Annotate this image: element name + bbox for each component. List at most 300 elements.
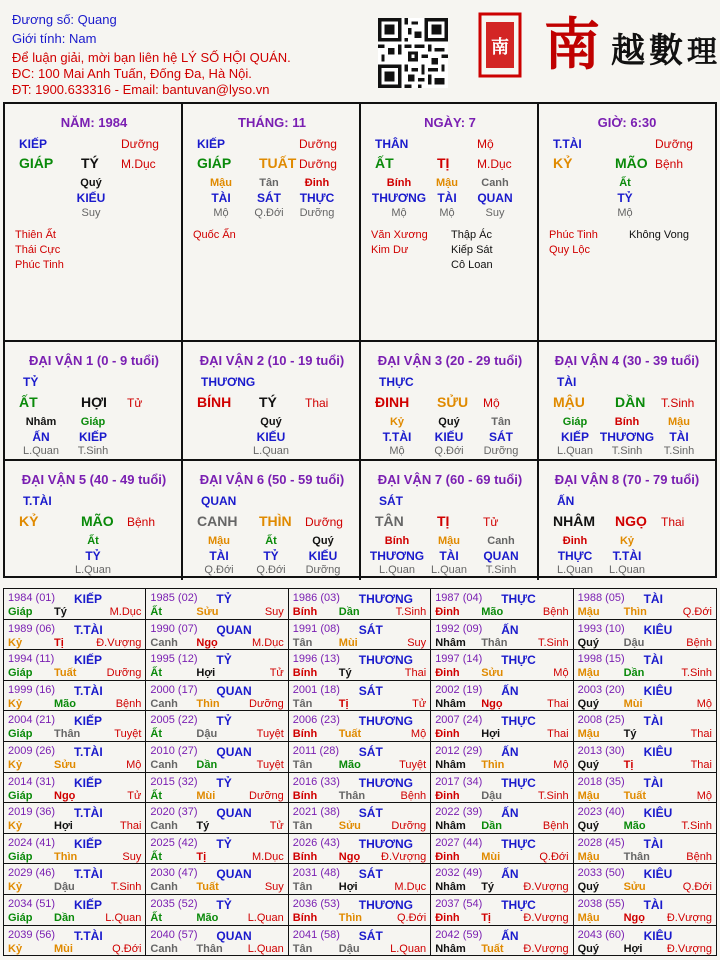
- luck-cell: [539, 342, 715, 461]
- year-god: THƯƠNG: [358, 836, 413, 851]
- year-label: 2007 (24): [435, 714, 483, 727]
- luck-god: TỶ: [23, 375, 39, 389]
- luck-cell: [539, 461, 715, 580]
- year-state: Đ.Vượng: [523, 912, 569, 924]
- year-god: QUAN: [216, 867, 252, 882]
- year-state: Thai: [547, 728, 569, 741]
- year-branch: Tuất: [623, 789, 646, 802]
- stem: GIÁP: [19, 155, 54, 171]
- year-stem: Đinh: [435, 667, 460, 680]
- year-branch: Thìn: [338, 912, 363, 924]
- luck-state: Thai: [305, 396, 329, 410]
- year-god: ẤN: [501, 622, 519, 637]
- year-god: SÁT: [358, 867, 383, 882]
- year-branch: Ngọ: [623, 912, 645, 924]
- gender-label: Giới tính:: [12, 31, 66, 46]
- hidden-state: Mộ: [439, 207, 455, 219]
- year-god: ẤN: [501, 867, 519, 882]
- year-state: Thai: [547, 697, 569, 710]
- year-label: 2002 (19): [435, 683, 483, 696]
- luck-god: THỰC: [379, 375, 414, 389]
- year-stem: Đinh: [435, 850, 460, 863]
- year-state: Thai: [404, 667, 427, 680]
- year-god: SÁT: [358, 745, 383, 759]
- year-cell: [289, 926, 431, 957]
- luck-stem: MẬU: [553, 394, 585, 410]
- year-label: 2037 (54): [435, 898, 483, 910]
- red-seal-icon: [476, 6, 717, 92]
- year-state: Q.Đới: [539, 850, 569, 863]
- year-state: Tử: [127, 789, 142, 802]
- svg-text:南: 南: [491, 37, 509, 58]
- luck-god: QUAN: [201, 494, 237, 508]
- luck-god: SÁT: [379, 494, 403, 508]
- year-god: QUAN: [216, 745, 252, 759]
- year-cell: [574, 620, 716, 651]
- year-branch: Sửu: [196, 606, 219, 618]
- year-branch: Thìn: [623, 606, 647, 618]
- year-cell: [431, 926, 573, 957]
- year-cell: [431, 681, 573, 712]
- year-stem: Bính: [292, 912, 318, 924]
- year-god: SÁT: [358, 928, 383, 943]
- phone-line: ĐT: 1900.633316 - Email: bantuvan@lyso.vn: [12, 82, 270, 97]
- year-state: Q.Đới: [112, 942, 142, 955]
- year-state: Thai: [690, 759, 712, 771]
- year-branch: Hợi: [338, 881, 358, 894]
- year-cell: [431, 834, 573, 865]
- year-god: TÀI: [643, 714, 663, 729]
- luck-branch: NGỌ: [615, 513, 647, 529]
- year-stem: Kỷ: [8, 697, 23, 710]
- year-cell: [146, 681, 288, 712]
- year-stem: Kỷ: [8, 759, 23, 771]
- god-left: KIẾP: [19, 137, 48, 151]
- year-cell: [146, 589, 288, 620]
- star-right: Không Vong: [629, 229, 689, 241]
- hidden-god: KIẾU: [256, 430, 286, 444]
- year-god: SÁT: [358, 806, 383, 821]
- year-state: L.Quan: [247, 912, 284, 924]
- year-state: Tuyệt: [399, 759, 427, 771]
- year-branch: Mùi: [338, 636, 358, 649]
- star-right: Cô Loan: [451, 259, 493, 271]
- hidden-stem: Quý: [312, 535, 334, 547]
- branch: MÃO: [615, 155, 648, 171]
- hidden-god: SÁT: [489, 430, 513, 444]
- year-stem: Tân: [292, 942, 313, 955]
- hidden-god: KIẾP: [78, 430, 107, 444]
- luck-title: ĐẠI VẬN 2 (10 - 19 tuổi): [199, 353, 345, 368]
- year-label: 2041 (58): [292, 928, 340, 941]
- year-cell: [431, 742, 573, 773]
- year-branch: Dậu: [623, 636, 645, 649]
- year-branch: Sửu: [481, 667, 504, 680]
- year-state: L.Quan: [105, 912, 142, 924]
- branch: TÝ: [81, 155, 99, 171]
- year-stem: Mậu: [577, 912, 600, 924]
- year-branch: Mùi: [623, 697, 643, 710]
- year-state: M.Dục: [109, 606, 142, 618]
- year-branch: Tý: [338, 667, 352, 680]
- year-cell: [289, 773, 431, 804]
- year-label: 2025 (42): [150, 836, 198, 849]
- star-left: Quy Lộc: [549, 244, 590, 256]
- year-god: T.TÀI: [74, 622, 103, 637]
- hidden-stem: Nhâm: [25, 416, 57, 428]
- year-state: Tuyệt: [256, 728, 284, 741]
- contact-line: Để luận giải, mời bạn liên hệ LÝ SỐ HỘI QUÁN.: [12, 50, 291, 65]
- luck-stem: NHÂM: [553, 513, 595, 529]
- year-branch: Tý: [623, 728, 637, 741]
- year-label: 1986 (03): [292, 592, 340, 604]
- hidden-state: L.Quan: [556, 445, 594, 457]
- year-stem: Giáp: [8, 789, 33, 802]
- year-god: KIẾP: [74, 898, 103, 912]
- year-cell: [289, 620, 431, 651]
- year-label: 2015 (32): [150, 775, 198, 788]
- year-stem: Bính: [292, 789, 318, 802]
- year-state: Đ.Vượng: [523, 942, 569, 955]
- year-state: Mộ: [696, 789, 712, 802]
- hidden-stem: Bính: [386, 177, 412, 189]
- year-stem: Kỷ: [8, 636, 23, 649]
- hidden-state: L.Quan: [430, 564, 468, 576]
- year-label: 2001 (18): [292, 683, 340, 696]
- year-branch: Dần: [481, 820, 502, 833]
- hidden-god: TỶ: [85, 549, 101, 563]
- year-cell: [4, 773, 146, 804]
- pillar-cell: [183, 104, 361, 342]
- year-stem: Giáp: [8, 912, 33, 924]
- year-cell: [431, 650, 573, 681]
- year-label: 2010 (27): [150, 745, 198, 757]
- hidden-state: Dưỡng: [305, 564, 341, 576]
- year-state: Suy: [407, 636, 427, 649]
- year-cell: [146, 620, 288, 651]
- svg-text:數: 數: [649, 31, 683, 71]
- year-stem: Ất: [150, 606, 162, 618]
- god-left: T.TÀI: [553, 137, 582, 151]
- year-branch: Tị: [54, 636, 64, 649]
- year-state: Tử: [269, 820, 284, 833]
- year-branch: Mão: [623, 820, 646, 833]
- hidden-stem: Canh: [487, 535, 515, 547]
- year-god: TỶ: [216, 653, 232, 668]
- year-state: Suy: [264, 606, 284, 618]
- star-left: Quốc Ấn: [193, 229, 236, 241]
- year-label: 2028 (45): [577, 836, 625, 849]
- hidden-stem: Kỷ: [619, 535, 635, 547]
- year-state: Bệnh: [400, 789, 427, 802]
- hidden-state: L.Quan: [378, 564, 416, 576]
- luck-cell: [183, 342, 361, 461]
- pillar-cell: [5, 104, 183, 342]
- year-state: Thai: [119, 820, 142, 833]
- year-branch: Dần: [196, 759, 218, 771]
- year-state: Suy: [264, 881, 284, 894]
- year-stem: Quý: [577, 942, 599, 955]
- year-state: L.Quan: [247, 942, 284, 955]
- year-branch: Thìn: [54, 850, 78, 863]
- hidden-stem: Giáp: [80, 416, 106, 428]
- year-stem: Canh: [150, 697, 178, 710]
- year-label: 2017 (34): [435, 775, 483, 788]
- year-cell: [574, 650, 716, 681]
- year-branch: Sửu: [54, 759, 77, 771]
- year-branch: Hợi: [196, 667, 216, 680]
- year-god: QUAN: [216, 806, 252, 821]
- year-stem: Đinh: [435, 728, 460, 741]
- hidden-god: THƯƠNG: [371, 191, 427, 205]
- luck-title: ĐẠI VẬN 4 (30 - 39 tuổi): [554, 353, 700, 368]
- owner-name: Quang: [77, 12, 117, 27]
- year-state: Đ.Vượng: [666, 912, 712, 924]
- luck-state: Dưỡng: [305, 515, 343, 529]
- year-god: QUAN: [216, 683, 252, 698]
- year-cell: [4, 803, 146, 834]
- year-state: M.Dục: [252, 636, 284, 649]
- branch: TỊ: [437, 155, 450, 171]
- stem: GIÁP: [197, 155, 232, 171]
- year-stem: Ất: [150, 667, 162, 680]
- hidden-stem: Đinh: [562, 535, 588, 547]
- year-god: KIÊU: [643, 806, 673, 821]
- year-cell: [4, 589, 146, 620]
- year-cell: [574, 803, 716, 834]
- god-right: Mộ: [477, 137, 494, 151]
- year-state: Dưỡng: [391, 820, 427, 833]
- year-cell: [4, 681, 146, 712]
- year-stem: Đinh: [435, 789, 460, 802]
- hidden-god: TÀI: [439, 549, 459, 563]
- name-label: Đương số:: [12, 12, 75, 27]
- header: [0, 0, 720, 100]
- hidden-state: T.Sinh: [663, 445, 695, 457]
- god-left: THÂN: [375, 137, 409, 151]
- address-line: ĐC: 100 Mai Anh Tuấn, Đống Đa, Hà Nội.: [12, 66, 252, 81]
- year-label: 2020 (37): [150, 806, 198, 819]
- hidden-stem: Giáp: [562, 416, 588, 428]
- hidden-stem: Mậu: [668, 416, 690, 428]
- year-stem: Giáp: [8, 850, 33, 863]
- hidden-god: T.TÀI: [612, 549, 642, 563]
- year-god: T.TÀI: [74, 867, 103, 882]
- year-label: 2006 (23): [292, 714, 340, 727]
- stem: KỶ: [553, 155, 573, 171]
- year-branch: Sửu: [623, 881, 646, 894]
- luck-cell: [5, 461, 183, 580]
- hidden-state: T.Sinh: [485, 564, 517, 576]
- luck-cell: [5, 342, 183, 461]
- year-stem: Quý: [577, 820, 599, 833]
- hidden-state: Q.Đới: [256, 564, 286, 576]
- year-stem: Tân: [292, 759, 313, 771]
- luck-state: Tử: [483, 515, 499, 529]
- year-stem: Ất: [150, 789, 162, 802]
- year-branch: Dậu: [481, 789, 502, 802]
- year-god: T.TÀI: [74, 683, 103, 698]
- year-label: 2027 (44): [435, 836, 483, 849]
- year-stem: Nhâm: [435, 820, 466, 833]
- year-god: TÀI: [643, 653, 663, 668]
- year-cell: [431, 589, 573, 620]
- hidden-stem: Mậu: [436, 177, 458, 189]
- year-stem: Bính: [292, 606, 318, 618]
- year-state: Đ.Vượng: [381, 850, 427, 863]
- svg-text:南: 南: [544, 12, 600, 78]
- year-state: Mộ: [553, 759, 569, 771]
- year-god: KIẾP: [74, 592, 103, 606]
- year-stem: Tân: [292, 636, 313, 649]
- year-state: T.Sinh: [110, 881, 142, 894]
- year-cell: [574, 834, 716, 865]
- year-cell: [431, 711, 573, 742]
- year-label: 1985 (02): [150, 592, 198, 604]
- hidden-god: KIẾP: [560, 430, 589, 444]
- year-cell: [289, 711, 431, 742]
- luck-cell: [361, 461, 539, 580]
- year-state: T.Sinh: [538, 636, 569, 649]
- year-stem: Kỷ: [8, 942, 23, 955]
- year-cell: [4, 895, 146, 926]
- year-label: 2014 (31): [8, 775, 56, 788]
- year-god: KIẾP: [74, 775, 103, 790]
- year-stem: Bính: [292, 667, 318, 680]
- luck-state: Mộ: [483, 396, 500, 410]
- year-state: Dưỡng: [106, 667, 142, 680]
- year-god: ẤN: [501, 745, 519, 759]
- year-branch: Thân: [338, 789, 366, 802]
- year-label: 1989 (06): [8, 622, 56, 635]
- hidden-god: TỶ: [263, 549, 279, 563]
- year-branch: Dần: [623, 667, 645, 680]
- branch-state: M.Dục: [477, 157, 512, 171]
- year-state: Thai: [690, 728, 712, 741]
- year-cell: [574, 864, 716, 895]
- luck-stem: ĐINH: [375, 394, 410, 410]
- star-right: Thập Ác: [451, 229, 492, 241]
- year-label: 1993 (10): [577, 622, 625, 635]
- year-cell: [574, 895, 716, 926]
- year-label: 2032 (49): [435, 867, 483, 880]
- year-state: Q.Đới: [682, 606, 712, 618]
- year-cell: [146, 803, 288, 834]
- hidden-god: SÁT: [257, 191, 281, 205]
- year-state: Mộ: [553, 667, 569, 680]
- luck-stem: TÂN: [375, 513, 404, 529]
- year-state: Bệnh: [542, 820, 569, 833]
- year-stem: Giáp: [8, 606, 33, 618]
- year-label: 1996 (13): [292, 653, 340, 666]
- year-stem: Mậu: [577, 667, 600, 680]
- year-branch: Mùi: [481, 850, 501, 863]
- year-god: TÀI: [643, 592, 663, 606]
- luck-state: Bệnh: [127, 515, 156, 529]
- year-state: Tử: [269, 667, 284, 680]
- luck-branch: TÝ: [259, 394, 277, 410]
- year-stem: Nhâm: [435, 759, 466, 771]
- year-label: 2039 (56): [8, 928, 56, 941]
- year-state: M.Dục: [394, 881, 427, 894]
- year-cell: [4, 650, 146, 681]
- star-left: Thái Cực: [15, 244, 61, 256]
- year-god: TỶ: [216, 836, 232, 851]
- god-right: Dưỡng: [299, 137, 337, 151]
- year-god: ẤN: [501, 683, 519, 698]
- year-branch: Mão: [481, 606, 504, 618]
- year-stem: Giáp: [8, 667, 33, 680]
- year-cell: [431, 895, 573, 926]
- year-label: 1992 (09): [435, 622, 483, 635]
- year-state: T.Sinh: [681, 820, 712, 833]
- luck-state: T.Sinh: [661, 396, 695, 410]
- year-stem: Tân: [292, 697, 313, 710]
- year-label: 2029 (46): [8, 867, 56, 880]
- year-stem: Bính: [292, 850, 318, 863]
- year-branch: Ngọ: [338, 850, 361, 863]
- year-cell: [4, 742, 146, 773]
- star-left: Thiên Ất: [15, 229, 56, 241]
- branch-state: Dưỡng: [299, 157, 337, 171]
- year-label: 1994 (11): [8, 653, 55, 666]
- year-stem: Mậu: [577, 789, 600, 802]
- year-cell: [146, 711, 288, 742]
- luck-state: Tử: [127, 396, 143, 410]
- luck-cell: [361, 342, 539, 461]
- hidden-god: ẤN: [32, 430, 50, 444]
- hidden-god: QUAN: [477, 191, 513, 205]
- hidden-state: Mộ: [389, 445, 405, 457]
- hidden-state: T.Sinh: [77, 445, 109, 457]
- year-god: THỰC: [501, 898, 536, 912]
- pillar-title: THÁNG: 11: [238, 115, 306, 130]
- star-left: Văn Xương: [371, 229, 428, 241]
- year-god: THƯƠNG: [358, 898, 413, 912]
- year-branch: Mùi: [196, 789, 216, 802]
- star-left: Phúc Tinh: [15, 259, 64, 271]
- hidden-state: Mộ: [617, 207, 633, 219]
- year-god: THƯƠNG: [358, 775, 413, 790]
- hidden-state: Dưỡng: [299, 207, 335, 219]
- year-cell: [431, 803, 573, 834]
- year-god: KIÊU: [643, 867, 673, 882]
- hidden-stem: Quý: [80, 177, 102, 189]
- branch-state: M.Dục: [121, 157, 156, 171]
- year-branch: Tị: [196, 850, 207, 863]
- year-label: 1991 (08): [292, 622, 340, 635]
- year-cell: [431, 773, 573, 804]
- year-branch: Thìn: [481, 759, 505, 771]
- year-label: 2019 (36): [8, 806, 56, 819]
- luck-branch: MÃO: [81, 513, 114, 529]
- year-cell: [574, 742, 716, 773]
- year-label: 2036 (53): [292, 898, 340, 910]
- year-branch: Ngọ: [196, 636, 218, 649]
- luck-title: ĐẠI VẬN 8 (70 - 79 tuổi): [554, 472, 700, 487]
- year-stem: Quý: [577, 759, 599, 771]
- luck-branch: DẦN: [615, 394, 646, 410]
- owner-info: [12, 12, 372, 98]
- svg-text:理: 理: [687, 35, 717, 70]
- year-branch: Thân: [196, 942, 223, 955]
- year-label: 1999 (16): [8, 683, 56, 696]
- year-state: Bệnh: [686, 636, 712, 649]
- year-state: L.Quan: [390, 942, 427, 955]
- year-stem: Canh: [150, 820, 178, 833]
- luck-state: Thai: [661, 515, 685, 529]
- year-branch: Tuất: [196, 881, 219, 894]
